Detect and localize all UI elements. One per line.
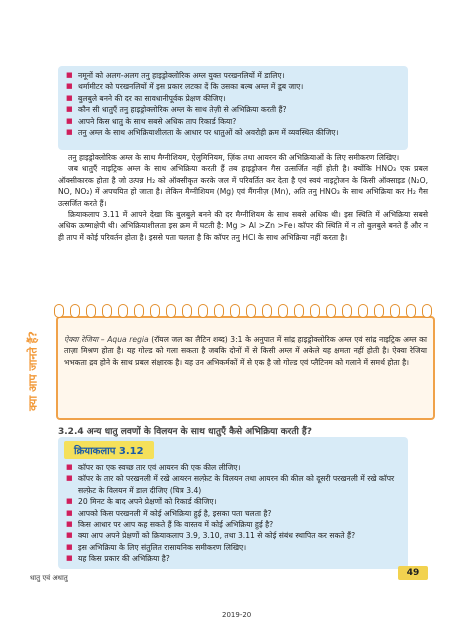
activity-heading: क्रियाकलाप 3.12 [64,441,154,459]
bullet-icon: ■ [66,71,73,79]
list-item: ■ कॉपर के तार को परखनली में रखे आयरन सल्फ़ेट के विलयन तथा आयरन की कील को दूसरी परखनली में रखे कॉपर सल्फ़ेट के विलयन में डाल दीजिए (चित्र 3.4) [66,474,395,495]
list-item: ■ क्या आप अपने प्रेक्षणों को क्रियाकलाप 3.9, 3.10, तथा 3.11 से कोई संबंध स्थापित कर सकते हैं? [66,531,356,541]
list-item: ■ यह किस प्रकार की अभिक्रिया है? [66,554,170,564]
list-item: ■ कॉपर का एक स्वच्छ तार एवं आयरन की एक कील लीजिए। [66,463,241,472]
bullet-icon: ■ [66,542,73,551]
activity-list [58,458,408,565]
bullet-icon: ■ [66,531,73,540]
list-item: ■ इस अभिक्रिया के लिए संतुलित रासायनिक समीकरण लिखिए। [66,542,247,552]
list-item: ■ नमूनों को अलग-अलग तनु हाइड्रोक्लोरिक अम्ल युक्त परखनलियों में डालिए। [66,71,285,80]
aqua-regia-description: (रॉयल जल का लैटिन शब्द) 3:1 के अनुपात में सांद्र हाइड्रोक्लोरिक अम्ल एवं सांद्र नाइट्रिक अम्ल का ताज़ा मिश्रण होता है। यह गोल्ड को गला सकता है जबकि दोनों में से किसी अम्ल में अकेले यह क्षमता नहीं होती है। ऐक्वा रेजिया भभकता द्रव होने के साथ प्रबल संक्षारक है। यह उन अभिकर्मकों में से एक है जो गोल्ड एवं प्लैटिनम को गलाने में समर्थ होता है। [64,335,427,367]
bullet-icon: ■ [66,105,73,114]
chapter-name: धातु एवं अधातु [30,574,68,582]
top-bullet-list [58,66,408,138]
list-item: ■ किस आधार पर आप कह सकते हैं कि वास्तव में कोई अभिक्रिया हुई है? [66,520,274,530]
bullet-icon: ■ [66,116,73,125]
paragraph-equations: तनु हाइड्रोक्लोरिक अम्ल के साथ मैग्नीशियम, ऐलुमिनियम, ज़िंक तथा आयरन की अभिक्रियाओं के लिए समीकरण लिखिए। [68,153,400,162]
bullet-icon: ■ [66,463,73,471]
list-item: ■ कौन सी धातुएँ तनु हाइड्रोक्लोरिक अम्ल के साथ तेज़ी से अभिक्रिया करती हैं? [66,105,287,115]
spiral-binding-decoration [54,304,432,318]
bullet-icon: ■ [66,497,73,506]
section-heading: 3.2.4 अन्य धातु लवणों के विलयन के साथ धातुएँ कैसे अभिक्रिया करती हैं? [58,427,312,437]
page-number: 49 [398,566,428,580]
list-item: ■ 20 मिनट के बाद अपने प्रेक्षणों को रिकार्ड कीजिए। [66,497,217,507]
paragraph-reactivity: क्रियाकलाप 3.11 में आपने देखा कि बुलबुले बनने की दर मैग्नीशियम के साथ सबसे अधिक थी। इस स्थिति में अभिक्रिया सबसे अधिक ऊष्माक्षेपी थी। अभिक्रियाशीलता इस क्रम में घटती है: Mg > Al >Zn >Fe। कॉपर की स्थिति में न तो बुलबुले बनते हैं और न ही ताप में कोई परिवर्तन होता है। इससे पता चलता है कि कॉपर तनु HCl के साथ अभिक्रिया नहीं करता है। [58,210,428,242]
edition-year: 2019-20 [222,611,252,619]
bullet-icon: ■ [66,508,73,517]
bullet-icon: ■ [66,93,73,102]
bullet-icon: ■ [66,474,73,483]
aqua-regia-term: ऐक्वा रेजिया – Aqua regia [64,335,149,344]
bullet-icon: ■ [66,520,73,529]
activity-continuation-box [58,66,408,150]
did-you-know-label: क्या आप जानते हैं? [26,331,40,411]
list-item: ■ आपने किस धातु के साथ सबसे अधिक ताप रिकार्ड किया? [66,116,237,126]
aqua-regia-text [64,334,427,368]
activity-3-12-box [58,437,408,569]
list-item: ■ बुलबुले बनने की दर का सावधानीपूर्वक प्रेक्षण कीजिए। [66,93,226,103]
list-item: ■ तनु अम्ल के साथ अभिक्रियाशीलता के आधार पर धातुओं को अवरोही क्रम में व्यवस्थित कीजिए। [66,128,339,138]
aqua-regia-note-box [56,316,435,420]
body-text [58,152,428,243]
bullet-icon: ■ [66,128,73,137]
bullet-icon: ■ [66,82,73,91]
list-item: ■ आपको किस परखनली में कोई अभिक्रिया हुई है, इसका पता चलता है? [66,508,272,518]
paragraph-nitric-acid: जब धातुएँ नाइट्रिक अम्ल के साथ अभिक्रिया करती हैं तब हाइड्रोजन गैस उत्सर्जित नहीं होती है। क्योंकि HNO₃ एक प्रबल ऑक्सीकारक होता है जो उत्पन्न H₂ को ऑक्सीकृत करके जल में परिवर्तित कर देता है एवं स्वयं नाइट्रोजन के किसी ऑक्साइड (N₂O, NO, NO₂) में अपचयित हो जाता है। लेकिन मैग्नीशियम (Mg) एवं मैंगनीज़ (Mn), अति तनु HNO₃ के साथ अभिक्रिया कर H₂ गैस उत्सर्जित करते हैं। [58,164,428,208]
bullet-icon: ■ [66,554,73,563]
list-item: ■ थर्मामीटर को परखनलियों में इस प्रकार लटका दें कि उसका बल्ब अम्ल में डूब जाए। [66,82,304,92]
